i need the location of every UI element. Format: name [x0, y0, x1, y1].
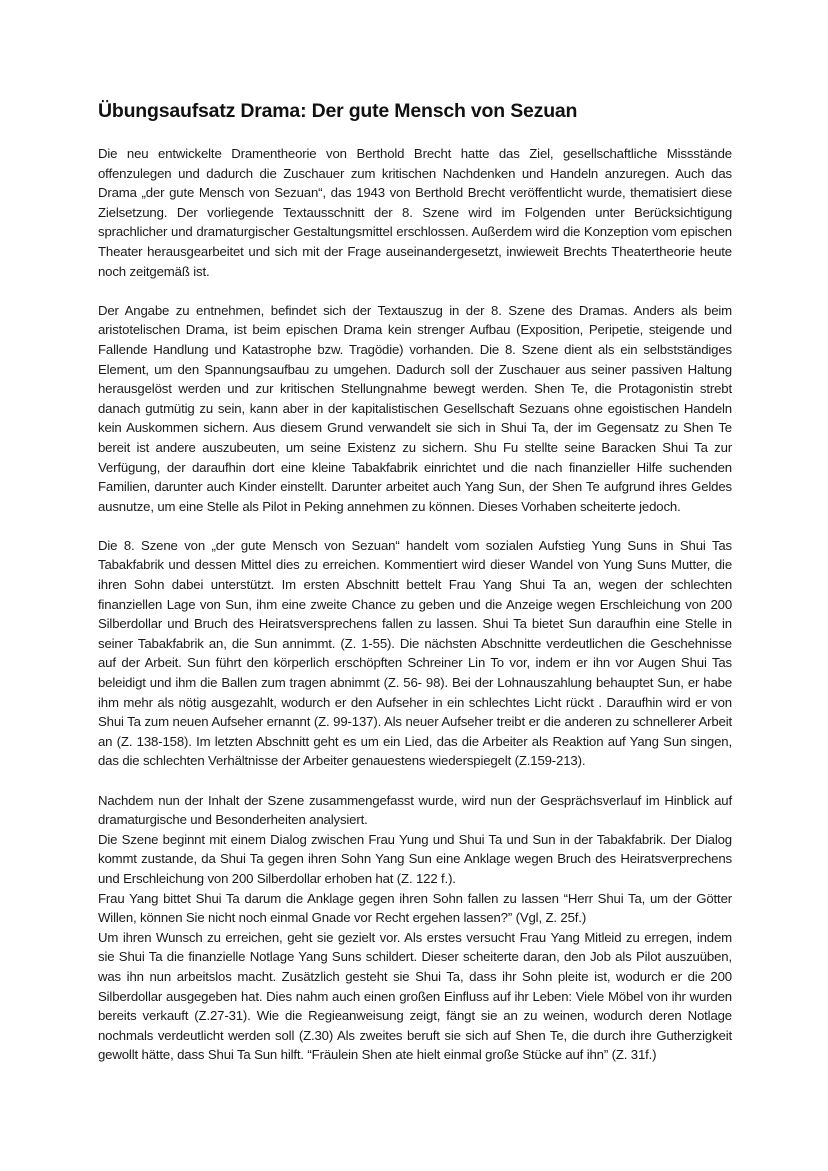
document-page: [98, 100, 732, 1065]
paragraph-frau-yang-strategy: Um ihren Wunsch zu erreichen, geht sie gezielt vor. Als erstes versucht Frau Yang Mitleid zu erregen, indem sie Shui Ta die finanzielle Notlage Yang Suns schildert. Dieser scheiterte daran, den Job als Pilot auszuüben, was ihn nun arbeitslos macht. Zusätzlich gesteht sie Shui Ta, dass ihr Sohn pleite ist, wodurch er die 200 Silberdollar ausgegeben hat. Dies nahm auch einen großen Einfluss auf ihr Leben: Viele Möbel von ihr wurden bereits verkauft (Z.27-31). Wie die Regieanweisung zeigt, fängt sie an zu weinen, wodurch deren Notlage nochmals verdeutlicht werden soll (Z.30) Als zweites beruft sie sich auf Shen Te, die durch ihre Gutherzigkeit gewollt hätte, dass Shui Ta Sun hilft. “Fräulein Shen ate hielt einmal große Stücke auf ihn” (Z. 31f.): [98, 929, 732, 1063]
document-title: Übungsaufsatz Drama: Der gute Mensch von Sezuan: [98, 100, 578, 122]
paragraph-introduction: Die neu entwickelte Dramentheorie von Berthold Brecht hatte das Ziel, gesellschaftliche Missstände offenzulegen und dadurch die Zuschauer zum kritischen Nachdenken und Handeln anzuregen. Auch das Drama „der gute Mensch von Sezuan“, das 1943 von Berthold Brecht veröffentlicht wurde, thematisiert diese Zielsetzung. Der vorliegende Textausschnitt der 8. Szene wird im Folgenden unter Berücksichtigung sprachlicher und dramaturgischer Gestaltungsmittel erschlossen. Außerdem wird die Konzeption vom epischen Theater herausgearbeitet und sich mit der Frage auseinandergesetzt, inwieweit Brechts Theatertheorie heute noch zeitgemäß ist.: [98, 146, 732, 279]
paragraph-scene-summary: Die 8. Szene von „der gute Mensch von Sezuan“ handelt vom sozialen Aufstieg Yung Suns in Shui Tas Tabakfabrik und dessen Mittel dies zu erreichen. Kommentiert wird dieser Wandel von Yung Suns Mutter, die ihren Sohn dabei unterstützt. Im ersten Abschnitt bettelt Frau Yang Shui Ta an, wegen der schlechten finanziellen Lage von Sun, ihm eine zweite Chance zu geben und die Anzeige wegen Erschleichung von 200 Silberdollar und Bruch des Heiratsversprechens fallen zu lassen. Shui Ta bietet Sun daraufhin eine Stelle in seiner Tabakfabrik an, die Sun annimmt. (Z. 1-55). Die nächsten Abschnitte verdeutlichen die Geschehnisse auf der Arbeit. Sun führt den körperlich erschöpften Schreiner Lin To vor, indem er ihn vor Augen Shui Tas beleidigt und ihm die Ballen zum tragen abnimmt (Z. 56- 98). Bei der Lohnauszahlung behauptet Sun, er habe ihm mehr als nötig ausgezahlt, wodurch er den Aufseher in ein schlechtes Licht rückt . Daraufhin wird er von Shui Ta zum neuen Aufseher ernannt (Z. 99-137). Als neuer Aufseher treibt er die anderen zu schnellerer Arbeit an (Z. 138-158). Im letzten Abschnitt geht es um ein Lied, das die Arbeiter als Reaktion auf Yang Sun singen, das die schlechten Verhältnisse der Arbeiter genauestens wiederspiegelt (Z.159-213).: [98, 537, 732, 769]
paragraph-analysis-transition: Nachdem nun der Inhalt der Szene zusammengefasst wurde, wird nun der Gesprächsverlauf im Hinblick auf dramaturgische und Besonderheiten analysiert.: [98, 792, 732, 828]
paragraph-dialog-start: Die Szene beginnt mit einem Dialog zwischen Frau Yung und Shui Ta und Sun in der Tabakfabrik. Der Dialog kommt zustande, da Shui Ta gegen ihren Sohn Yang Sun eine Anklage wegen Bruch des Heiratsverprechens und Erschleichung von 200 Silberdollar erhoben hat (Z. 122 f.).: [98, 831, 732, 886]
paragraph-scene-context: Der Angabe zu entnehmen, befindet sich der Textauszug in der 8. Szene des Dramas. Anders als beim aristotelischen Drama, ist beim epischen Drama kein strenger Aufbau (Exposition, Peripetie, steigende und Fallende Handlung und Katastrophe bzw. Tragödie) vorhanden. Die 8. Szene dient als ein selbstständiges Element, um den Spannungsaufbau zu umgehen. Dadurch soll der Zuschauer aus seiner passiven Haltung herausgelöst werden und zur kritischen Stellungnahme bewegt werden. Shen Te, die Protagonistin strebt danach gutmütig zu sein, kann aber in der kapitalistischen Gesellschaft Sezuans ohne egoistischen Handeln kein Auskommen sichern. Aus diesem Grund verwandelt sie sich in Shui Ta, der im Gegensatz zu Shen Te bereit ist andere auszubeuten, um seine Existenz zu sichern. Shu Fu stellte seine Baracken Shui Ta zur Verfügung, der daraufhin dort eine kleine Tabakfabrik einrichtet und die nach finanzieller Hilfe suchenden Familien, darunter auch Kinder einstellt. Darunter arbeitet auch Yang Sun, der Shen Te aufgrund ihres Geldes ausnutze, um eine Stelle als Pilot in Peking annehmen zu können. Dieses Vorhaben scheiterte jedoch.: [98, 302, 732, 514]
paragraph-frau-yang-request: Frau Yang bittet Shui Ta darum die Anklage gegen ihren Sohn fallen zu lassen “Herr Shui Ta, um der Götter Willen, können Sie nicht noch einmal Gnade vor Recht ergehen lassen?” (Vgl, Z. 25f.): [98, 890, 732, 926]
